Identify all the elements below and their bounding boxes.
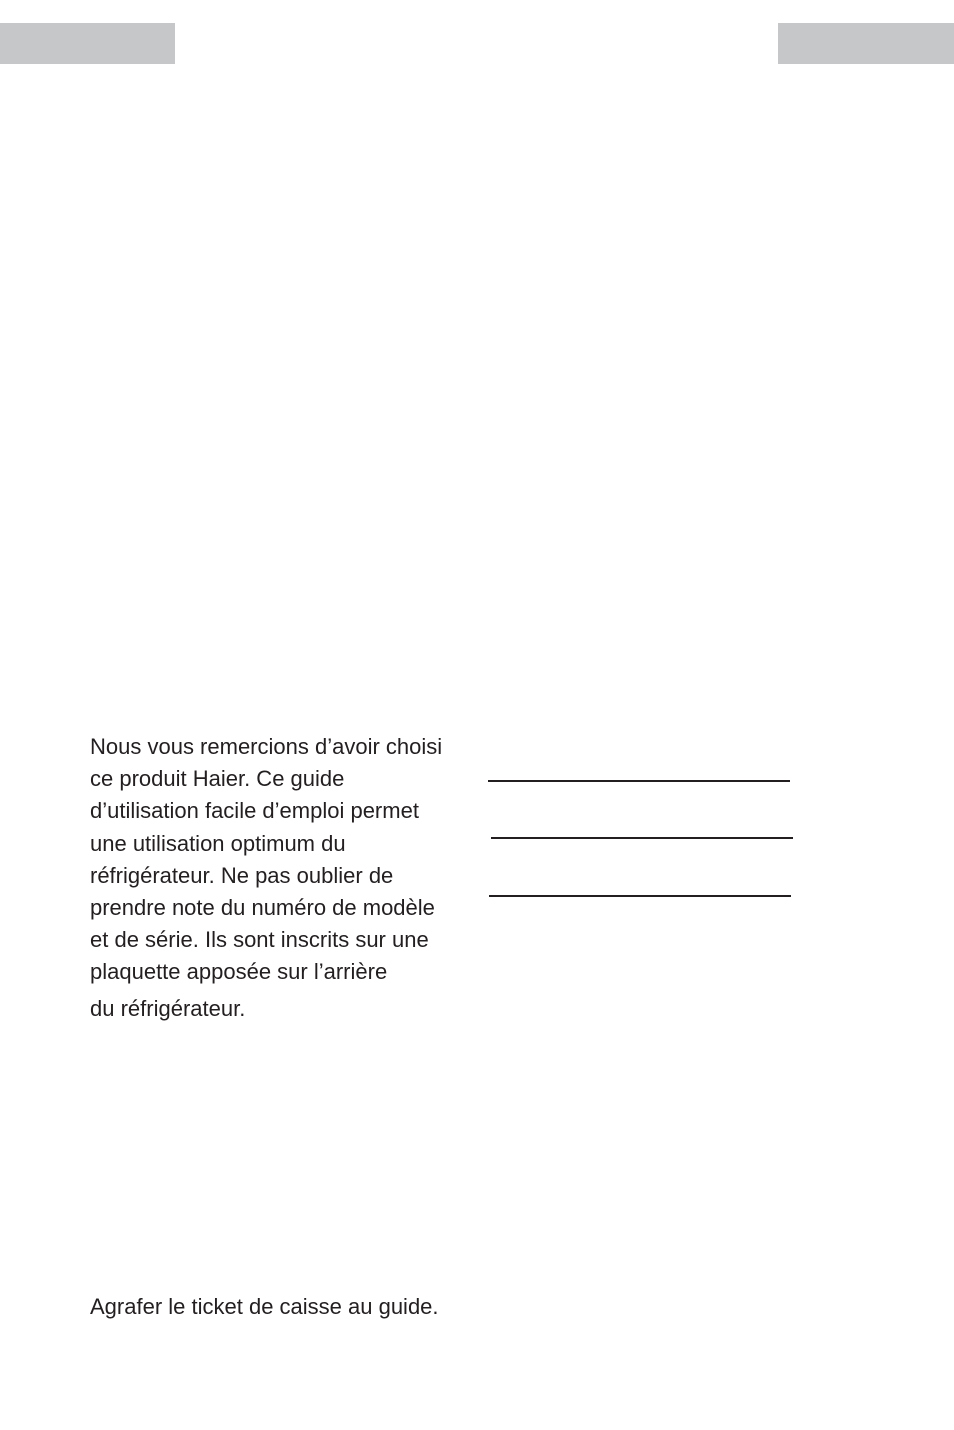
intro-line: réfrigérateur. Ne pas oublier de <box>90 862 394 888</box>
intro-line: plaquette apposée sur l’arrière <box>90 959 388 985</box>
blank-fill-line[interactable] <box>488 780 790 782</box>
intro-paragraph <box>90 731 460 1025</box>
intro-line: une utilisation optimum du <box>90 830 346 856</box>
intro-line: du réfrigérateur. <box>90 995 246 1021</box>
blank-fill-line[interactable] <box>491 837 793 839</box>
blank-fill-line[interactable] <box>489 895 791 897</box>
intro-line: ce produit Haier. Ce guide <box>90 766 345 792</box>
receipt-note: Agrafer le ticket de caisse au guide. <box>90 1294 439 1319</box>
intro-line: Nous vous remercions d’avoir choisi <box>90 734 443 759</box>
header-tab-left <box>0 23 175 64</box>
intro-line: prendre note du numéro de modèle <box>90 895 435 921</box>
header-tab-right <box>778 23 954 64</box>
intro-line: d’utilisation facile d’emploi permet <box>90 798 419 824</box>
intro-line: et de série. Ils sont inscrits sur une <box>90 927 429 953</box>
